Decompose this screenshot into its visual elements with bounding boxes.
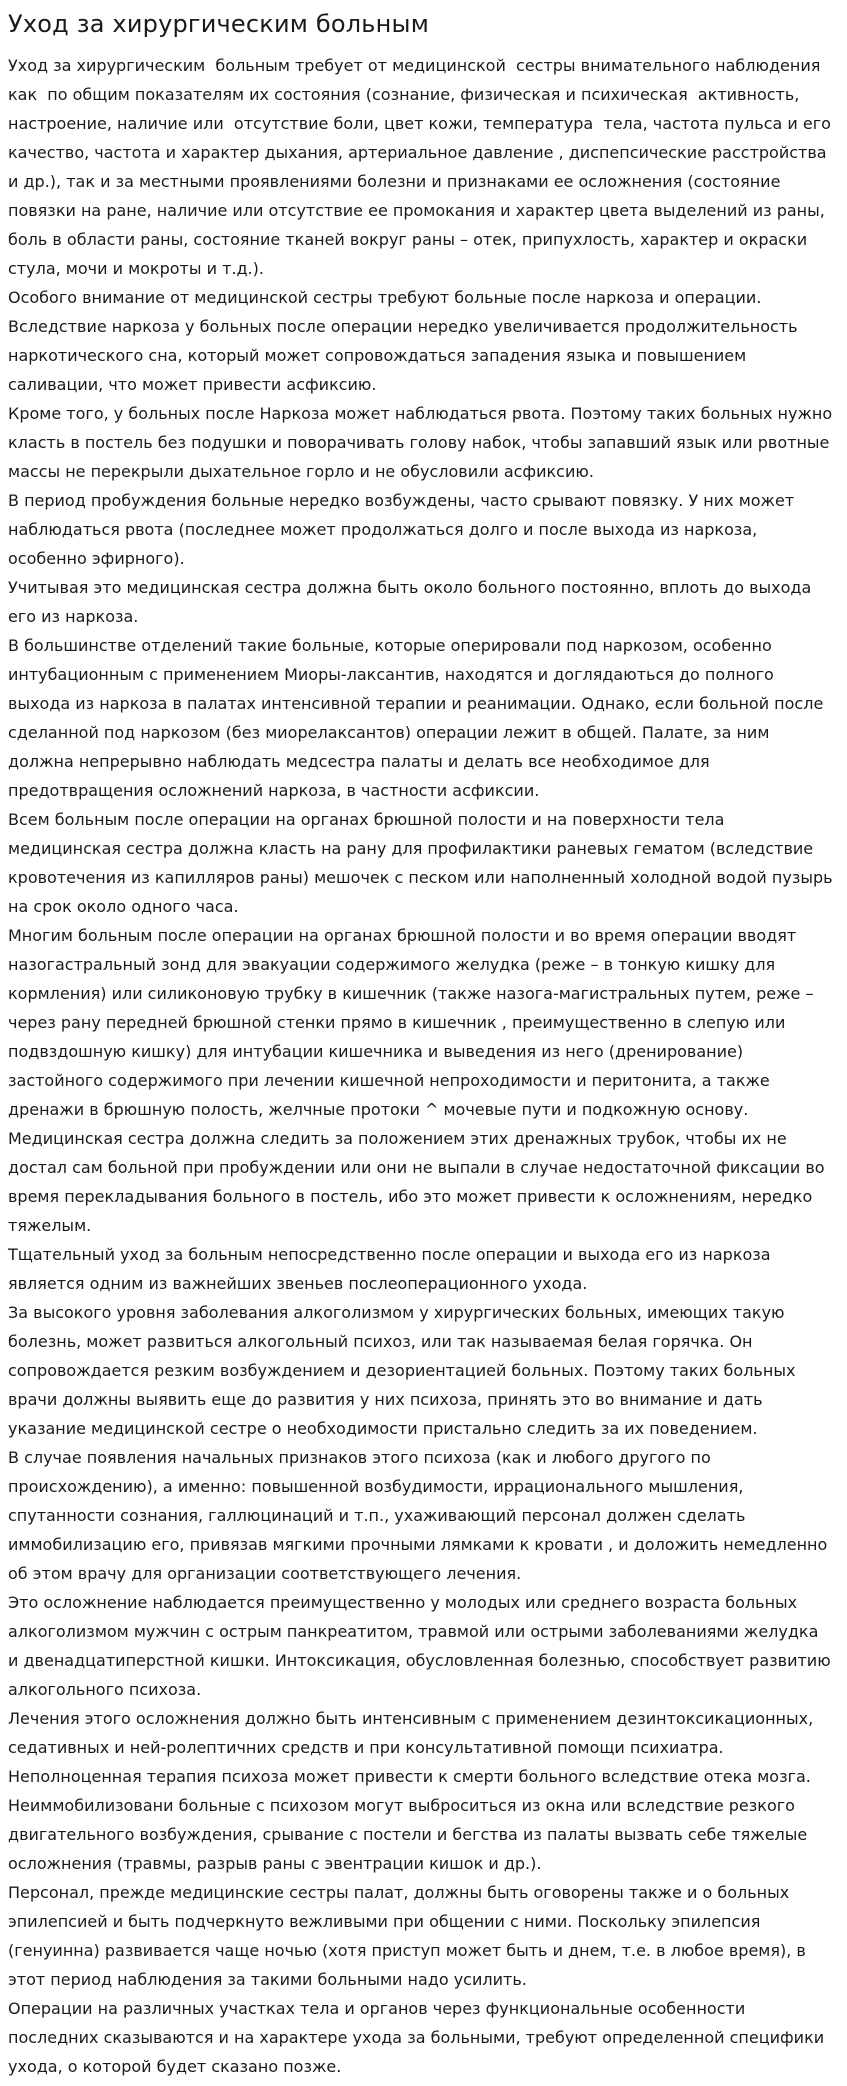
paragraph: Это осложнение наблюдается преимущественно у молодых или среднего возраста больных алкоголизмом мужчин с острым панкреатитом, травмой или острыми заболеваниями желудка и двенадцатиперстной кишки. Интоксикация, обусловленная болезнью, способствует развитию алкогольного психоза.	[8, 1593, 836, 1699]
paragraph: В случае появления начальных признаков этого психоза (как и любого другого по происхождению), а именно: повышенной возбудимости, иррационального мышления, спутанности сознания, галлюцинаций и т.п., ухаживающий персонал должен сделать иммобилизацию его, привязав мягкими прочными лямками к кровати , и доложить немедленно об этом врачу для организации соответствующего лечения.	[8, 1448, 833, 1583]
paragraph: Многим больным после операции на органах брюшной полости и во время операции вводят назогастральный зонд для эвакуации содержимого желудка (реже – в тонкую кишку для кормления) или силиконовую трубку в кишечник (также назога-магистральных путем, реже – через рану передней брюшной стенки прямо в кишечник , преимущественно в слепую или подвздошную кишку) для интубации кишечника и выведения из него (дренирование) застойного содержимого при лечении кишечной непроходимости и перитонита, а также дренажи в брюшную полость, желчные протоки ^ мочевые пути и подкожную основу. Медицинская сестра должна следить за положением этих дренажных трубок, чтобы их не достал сам больной при пробуждении или они не выпали в случае недостаточной фиксации во время перекладывания больного в постель, ибо это может привести к осложнениям, нередко тяжелым.	[8, 926, 830, 1235]
paragraph: Кроме того, у больных после Наркоза может наблюдаться рвота. Поэтому таких больных нужно класть в постель без подушки и поворачивать голову набок, чтобы запавший язык или рвотные массы не перекрыли дыхательное горло и не обусловили асфиксию.	[8, 404, 838, 481]
paragraph: Всем больным после операции на органах брюшной полости и на поверхности тела медицинская сестра должна класть на рану для профилактики раневых гематом (вследствие кровотечения из капилляров раны) мешочек с песком или наполненный холодной водой пузырь на срок около одного часа.	[8, 810, 838, 916]
paragraph: Персонал, прежде медицинские сестры палат, должны быть оговорены также и о больных эпилепсией и быть подчеркнуто вежливыми при общении с ними. Поскольку эпилепсия (генуинна) развивается чаще ночью (хотя приступ может быть и днем, т.е. в любое время), в этот период наблюдения за такими больными надо усилить.	[8, 1883, 811, 1989]
article-body	[8, 51, 838, 2081]
paragraph: За высокого уровня заболевания алкоголизмом у хирургических больных, имеющих такую болезнь, может развиться алкогольный психоз, или так называемая белая горячка. Он сопровождается резким возбуждением и дезориентацией больных. Поэтому таких больных врачи должны выявить еще до развития у них психоза, принять это во внимание и дать указание медицинской сестре о необходимости пристально следить за их поведением.	[8, 1303, 801, 1438]
paragraph: Лечения этого осложнения должно быть интенсивным с применением дезинтоксикационных, седативных и ней-ролептичних средств и при консультативной помощи психиатра. Неполноценная терапия психоза может привести к смерти больного вследствие отека мозга.	[8, 1709, 819, 1786]
paragraph: Операции на различных участках тела и органов через функциональные особенности последних сказываются и на характере ухода за больными, требуют определенной специфики ухода, о которой будет сказано позже.	[8, 1999, 830, 2076]
paragraph: В большинстве отделений такие больные, которые оперировали под наркозом, особенно интубационным с применением Миоры-лаксантив, находятся и доглядаються до полного выхода из наркоза в палатах интенсивной терапии и реанимации. Однако, если больной после сделанной под наркозом (без миорелаксантов) операции лежит в общей. Палате, за ним должна непрерывно наблюдать медсестра палаты и делать все необходимое для предотвращения осложнений наркоза, в частности асфиксии.	[8, 636, 829, 800]
paragraph: Тщательный уход за больным непосредственно после операции и выхода его из наркоза является одним из важнейших звеньев послеоперационного ухода.	[8, 1245, 776, 1293]
paragraph: Неиммобилизовани больные с психозом могут выброситься из окна или вследствие резкого двигательного возбуждения, срывание с постели и бегства из палаты вызвать себе тяжелые осложнения (травмы, разрыв раны с эвентрации кишок и др.).	[8, 1796, 813, 1873]
paragraph: В период пробуждения больные нередко возбуждены, часто срывают повязку. У них может наблюдаться рвота (последнее может продолжаться долго и после выхода из наркоза, особенно эфирного).	[8, 491, 800, 568]
paragraph: Учитывая это медицинская сестра должна быть около больного постоянно, вплоть до выхода его из наркоза.	[8, 578, 817, 626]
paragraph: Вследствие наркоза у больных после операции нередко увеличивается продолжительность наркотического сна, который может сопровождаться западения языка и повышением саливации, что может привести асфиксию.	[8, 317, 803, 394]
page-title: Уход за хирургическим больным	[8, 10, 429, 38]
paragraph: Уход за хирургическим больным требует от медицинской сестры внимательного наблюдения как по общим показателям их состояния (сознание, физическая и психическая активность, настроение, наличие или отсутствие боли, цвет кожи, температура тела, частота пульса и его качество, частота и характер дыхания, артериальное давление , диспепсические расстройства и др.), так и за местными проявлениями болезни и признаками ее осложнения (состояние повязки на ране, наличие или отсутствие ее промокания и характер цвета выделений из раны, боль в области раны, состояние тканей вокруг раны – отек, припухлость, характер и окраски стула, мочи и мокроты и т.д.).	[8, 56, 836, 278]
paragraph: Особого внимание от медицинской сестры требуют больные после наркоза и операции.	[8, 288, 762, 307]
